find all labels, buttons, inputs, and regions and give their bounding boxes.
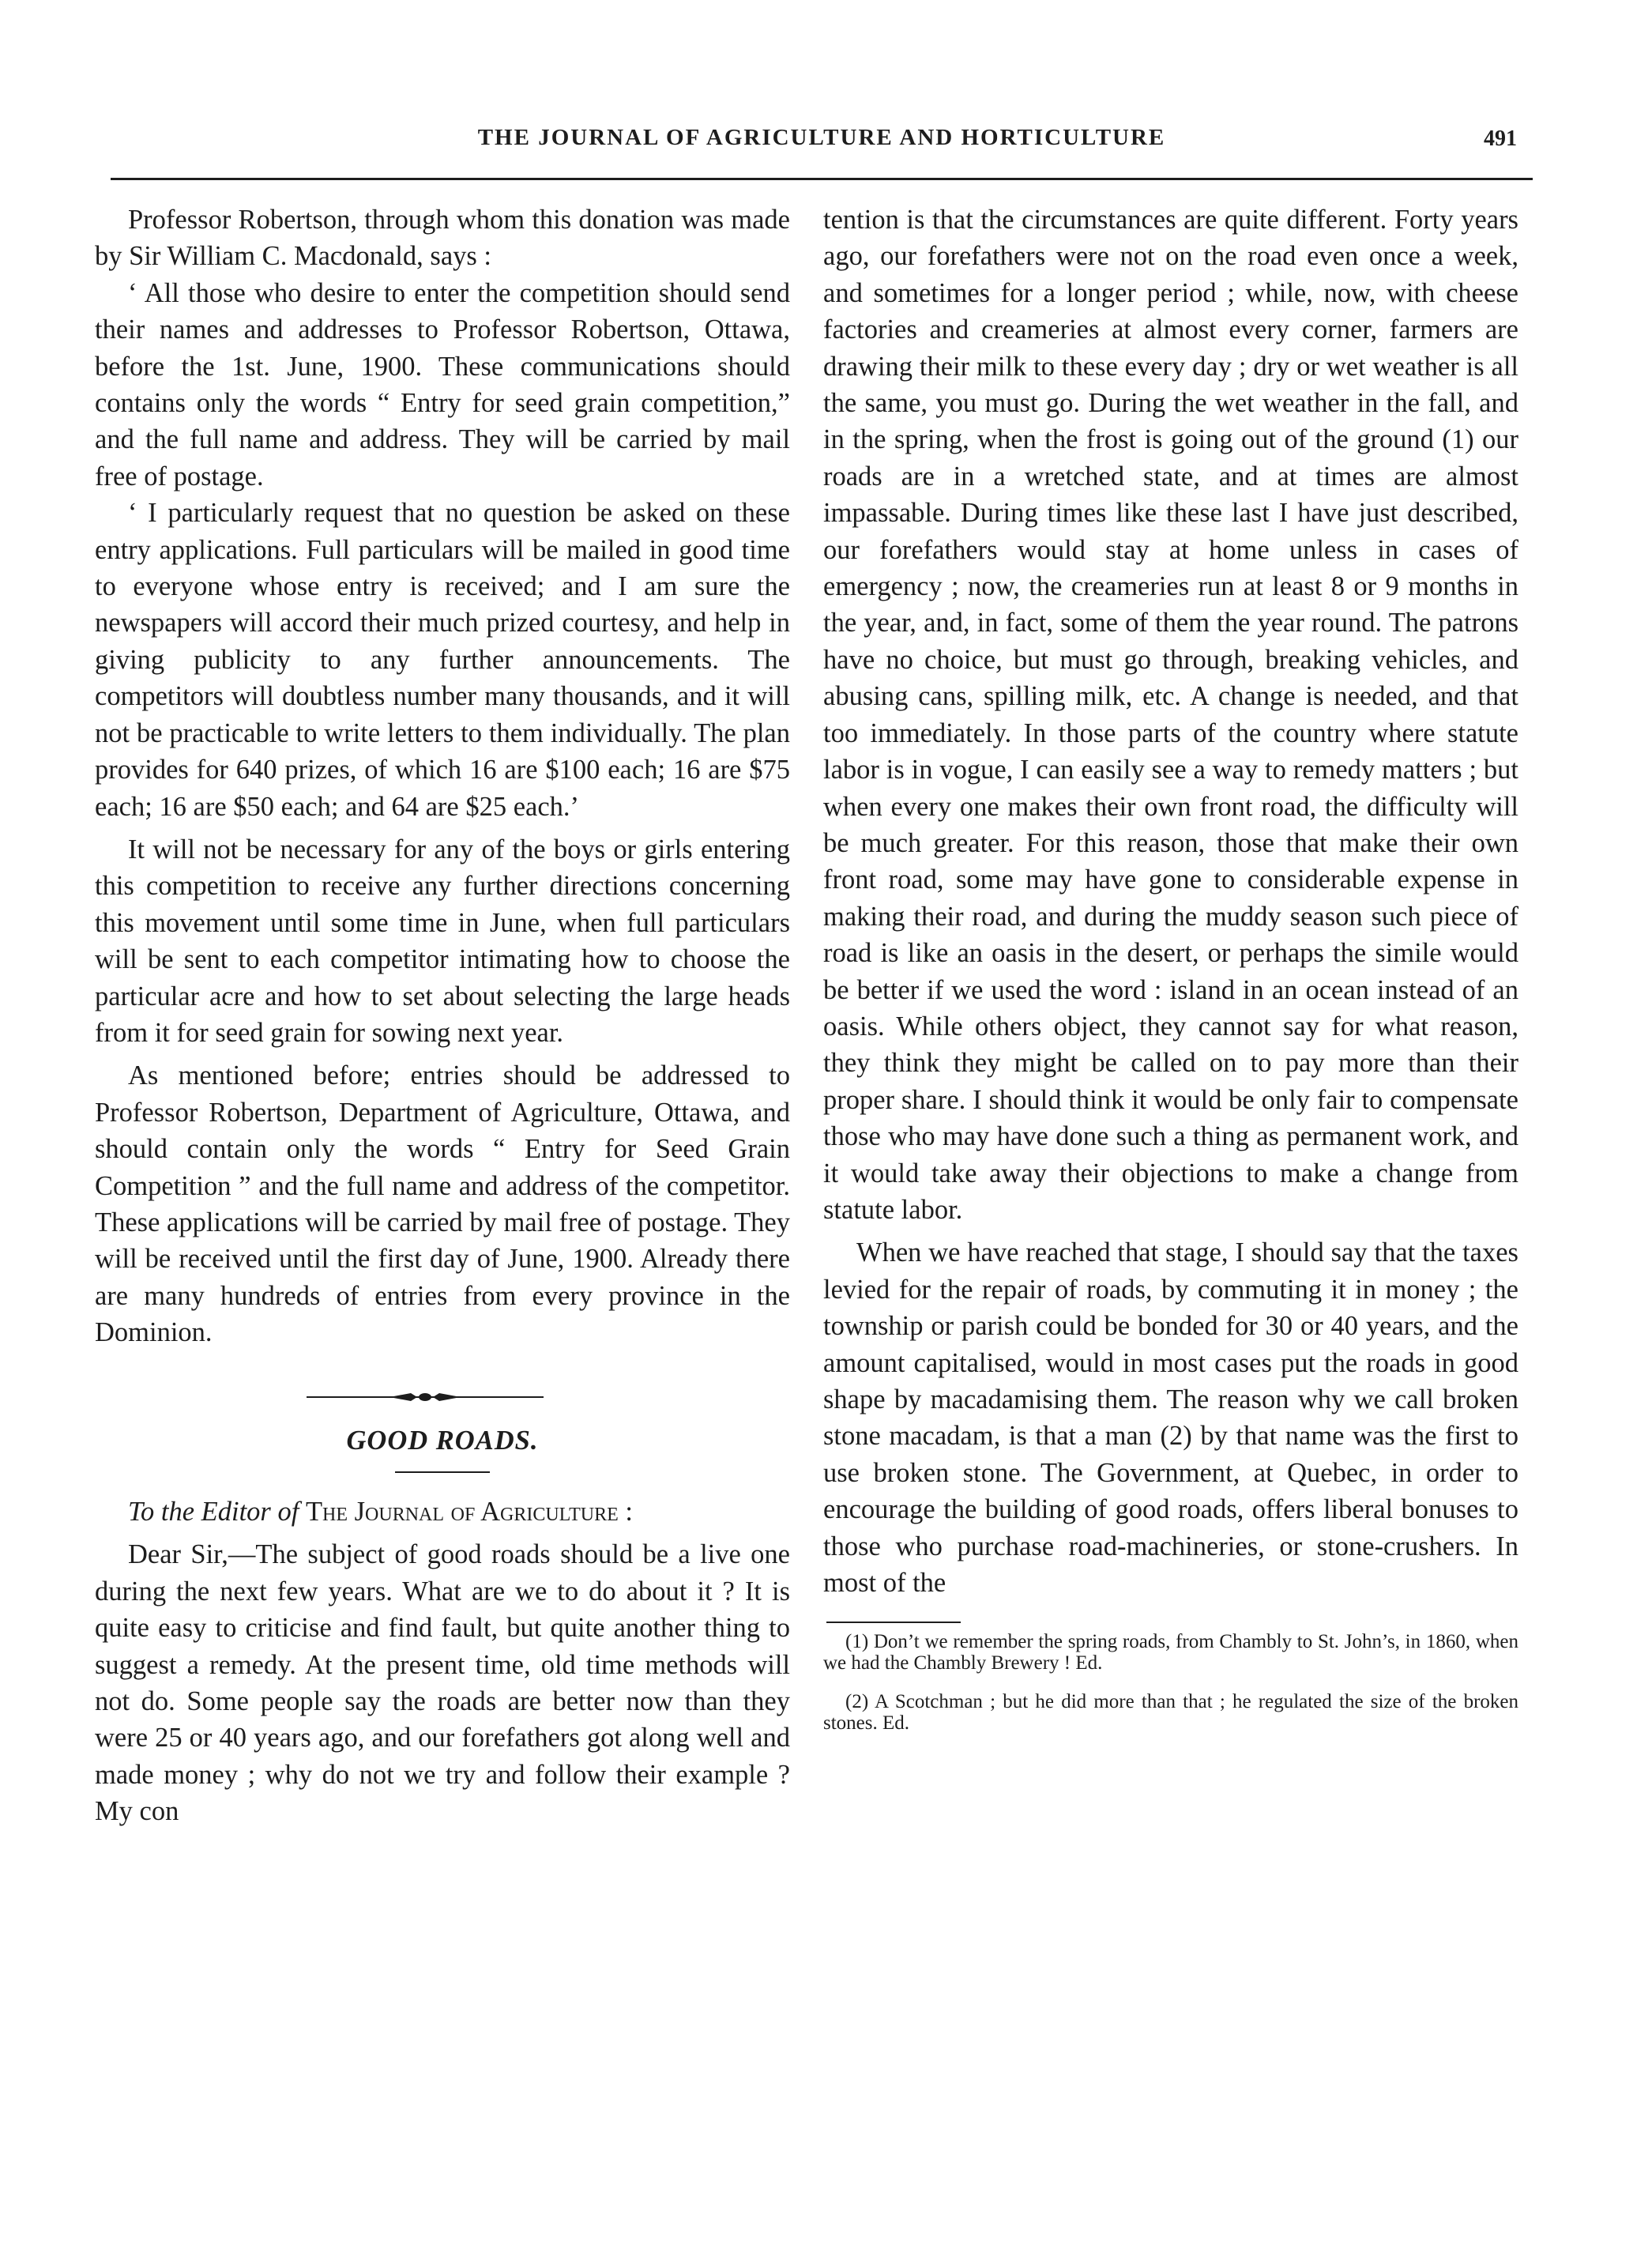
- quote-paragraph: ‘ I particularly request that no question be asked on these entry applications. Full particulars will be mailed in good time to everyone whose entry is received; and I am sure the newspapers will accord their much prized courtesy, and help in giving publicity to any further announcements. The competitors will doubtless number many thousands, and it will not be practicable to write letters to them individually. The plan provides for 640 prizes, of which 16 are $100 each; 16 are $75 each; 16 are $50 each; and 64 are $25 each.’: [95, 498, 790, 822]
- ornament-divider: [95, 1389, 790, 1405]
- page-number: 491: [1484, 126, 1517, 151]
- paragraph: Dear Sir,—The subject of good roads should be a live one during the next few years. What are we to do about it ? It is quite easy to criticise and find fault, but quite another thing to suggest a remedy. At the present time, old time methods will not do. Some people say the roads are better now than they were 25 or 40 years ago, and our forefathers got along well and made money ; why do not we try and follow their example ? My con: [95, 1539, 790, 1827]
- salutation: [95, 1493, 790, 1530]
- footnote-rule: [826, 1622, 961, 1623]
- page-header: [111, 125, 1533, 172]
- header-rule: [111, 178, 1533, 180]
- paragraph: It will not be necessary for any of the boys or girls entering this competition to receive any further directions concerning this movement until some time in June, when full particulars will be sent to each competitor intimating how to choose the particular acre and how to set about selecting the large heads from it for seed grain for sowing next year.: [95, 834, 790, 1048]
- journal-name: The Journal of Agriculture :: [305, 1497, 633, 1527]
- paragraph: tention is that the circumstances are quite different. Forty years ago, our forefathers were not on the road even once a week, and sometimes for a longer period ; while, now, with cheese factories and creameries at almost every corner, farmers are drawing their milk to these every day ; dry or wet weather is all the same, you must go. During the wet weather in the fall, and in the spring, when the frost is going out of the ground (1) our roads are in a wretched state, and at times are almost impassable. During times like these last I have just described, our forefathers would stay at home unless in cases of emergency ; now, the creameries run at least 8 or 9 months in the year, and, in fact, some of them the year round. The patrons have no choice, but must go through, breaking vehicles, and abusing cans, spilling milk, etc. A change is needed, and that too immediately. In those parts of the country where statute labor is in vogue, I can easily see a way to remedy matters ; but when every one makes their own front road, the difficulty will be much greater. For this reason, those that make their own front road, some may have gone to considerable expense in making their road, and during the muddy season such piece of road is like an oasis in the desert, or perhaps the simile would be better if we used the word : island in an ocean instead of an oasis. While others object, they cannot say for what reason, they think they might be called on to pay more than their proper share. I should think it would be only fair to compensate those who may have done such a thing as permanent work, and it would take away their objections to make a change from statute labor.: [823, 205, 1518, 1225]
- salutation-prefix: To the Editor of: [128, 1497, 299, 1527]
- left-column: [95, 202, 790, 1830]
- footnote: (1) Don’t we remember the spring roads, from Chambly to St. John’s, in 1860, when we had the Chambly Brewery ! Ed.: [823, 1631, 1518, 1674]
- section-title: GOOD ROADS.: [346, 1425, 539, 1456]
- paragraph: Professor Robertson, through whom this donation was made by Sir William C. Macdonald, says :: [95, 205, 790, 272]
- quote-paragraph: ‘ All those who desire to enter the competition should send their names and addresses to Professor Robertson, Ottawa, before the 1st. June, 1900. These communications should contains only the words “ Entry for seed grain competition,” and the full name and address. They will be carried by mail free of postage.: [95, 277, 790, 492]
- paragraph: When we have reached that stage, I should say that the taxes levied for the repair of roads, by commuting it in money ; the township or parish could be bonded for 30 or 40 years, and the amount capitalised, would in most cases put the roads in good shape by macadamising them. The reason why we call broken stone macadam, is that a man (2) by that name was the first to use broken stone. The Government, at Quebec, in order to encourage the building of good roads, offers liberal bonuses to those who purchase road-machineries, or stone-crushers. In most of the: [823, 1237, 1518, 1599]
- footnote: (2) A Scotchman ; but he did more than that ; he regulated the size of the broken stones. Ed.: [823, 1691, 1518, 1735]
- running-title: THE JOURNAL OF AGRICULTURE AND HORTICULTURE: [477, 125, 1166, 150]
- title-rule: [395, 1471, 490, 1473]
- right-column: [823, 202, 1518, 1751]
- paragraph: As mentioned before; entries should be addressed to Professor Robertson, Department of Agriculture, Ottawa, and should contain only the words “ Entry for Seed Grain Competition ” and the full name and address of the competitor. These applications will be carried by mail free of postage. They will be received until the first day of June, 1900. Already there are many hundreds of entries from every province in the Dominion.: [95, 1060, 790, 1348]
